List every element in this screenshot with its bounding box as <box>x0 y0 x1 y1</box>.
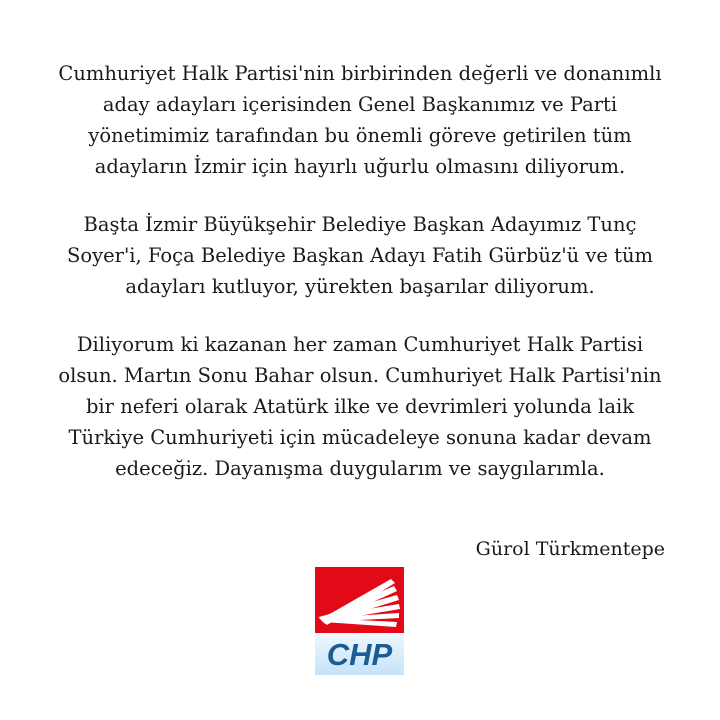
text-line: yönetimimiz tarafından bu önemli göreve getirilen tüm <box>88 124 632 147</box>
text-line: adayların İzmir için hayırlı uğurlu olmasını diliyorum. <box>94 155 626 178</box>
text-line: Soyer'i, Foça Belediye Başkan Adayı Fatih Gürbüz'ü ve tüm <box>66 244 654 267</box>
text-line: adayları kutluyor, yürekten başarılar diliyorum. <box>125 275 595 298</box>
paragraph-3 <box>40 329 680 484</box>
text-line: bir neferi olarak Atatürk ilke ve devrimleri yolunda laik <box>85 395 635 418</box>
text-line: edeceğiz. Dayanışma duygularım ve saygılarımla. <box>115 457 605 480</box>
chp-logo <box>315 567 404 675</box>
text-line: Türkiye Cumhuriyeti için mücadeleye sonuna kadar devam <box>68 426 652 449</box>
text-line: Cumhuriyet Halk Partisi'nin birbirinden değerli ve donanımlı <box>58 62 662 85</box>
text-line: Diliyorum ki kazanan her zaman Cumhuriyet Halk Partisi <box>76 333 644 356</box>
text-line: olsun. Martın Sonu Bahar olsun. Cumhuriyet Halk Partisi'nin <box>58 364 662 387</box>
text-line: Başta İzmir Büyükşehir Belediye Başkan Adayımız Tunç <box>83 213 637 236</box>
chp-logo-mark <box>315 567 404 675</box>
signature: Gürol Türkmentepe <box>475 538 665 560</box>
logo-text: CHP <box>326 637 393 672</box>
text-line: aday adayları içerisinden Genel Başkanımız ve Parti <box>102 93 618 116</box>
letter-body <box>40 58 680 511</box>
paragraph-2 <box>40 209 680 302</box>
paragraph-1 <box>40 58 680 182</box>
